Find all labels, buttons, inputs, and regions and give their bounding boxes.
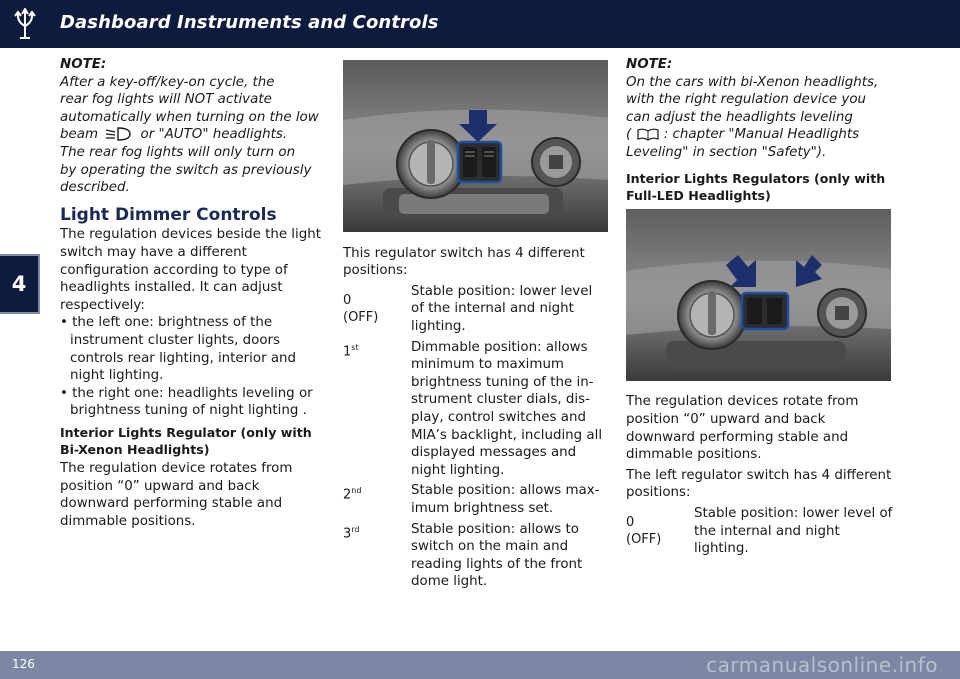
note-label: NOTE: <box>626 57 673 72</box>
note-line: On the cars with bi-Xenon headlights, <box>626 74 879 90</box>
position-desc: Stable position: lower level of the internal and night lighting. <box>411 283 593 334</box>
section-heading: Light Dimmer Controls <box>60 204 277 225</box>
note-line: described. <box>60 180 130 196</box>
position-row <box>343 521 608 591</box>
book-reference-icon <box>636 127 660 141</box>
column-middle <box>343 56 608 591</box>
position-key <box>343 521 411 591</box>
note-line: After a key-off/key-on cycle, the <box>60 74 275 90</box>
note-line: Leveling" in section "Safety"). <box>626 144 827 160</box>
body-paragraph: The regulation device rotates from position “0” upward and back downward performing stable and dimmable positions. <box>60 461 293 529</box>
position-ordinal: st <box>351 342 359 352</box>
page-title: Dashboard Instruments and Controls <box>60 12 439 33</box>
note-line: The rear fog lights will only turn on <box>60 144 296 160</box>
position-number: 2 <box>343 487 352 503</box>
position-number: 1 <box>343 343 352 359</box>
note-block <box>60 56 332 197</box>
dimmer-switch-photo <box>343 60 608 232</box>
note-line: rear fog lights will NOT activate <box>60 92 272 108</box>
bullet-item: • the right one: headlights leveling or brightness tuning of night lighting . <box>60 385 313 419</box>
note-line-part: ( <box>626 127 632 143</box>
sub-heading: Interior Lights Regulators (only with Full-LED Headlights) <box>626 170 886 204</box>
position-number: 0 <box>343 292 352 308</box>
note-block <box>626 56 894 162</box>
note-line: with the right regulation device you <box>626 92 867 108</box>
position-number: 3 <box>343 525 352 541</box>
trident-logo-icon <box>12 8 38 40</box>
page-number: 126 <box>12 657 35 671</box>
position-off-label: (OFF) <box>343 310 379 326</box>
watermark: carmanualsonline.info <box>706 653 938 677</box>
body-paragraph: The regulation devices rotate from position “0” upward and back downward performing stable and dimmable positions. <box>626 394 859 463</box>
position-desc: Dimmable position: allows minimum to maximum brightness tuning of the in-strument cluster dials, dis-play, control switches and MIA’s backlight, including all displayed messages and night lighting. <box>411 339 603 478</box>
position-key <box>343 292 411 327</box>
page-header <box>0 0 960 48</box>
note-line-part: or "AUTO" headlights. <box>140 127 288 143</box>
chapter-number: 4 <box>11 272 27 296</box>
position-ordinal: nd <box>351 486 362 496</box>
note-label: NOTE: <box>60 57 107 72</box>
page-footer <box>0 651 960 679</box>
position-key <box>343 482 411 517</box>
intro-paragraph: The regulation devices beside the light switch may have a different configuration according to type of headlights installed. It can adjust respectively: <box>60 227 321 313</box>
low-beam-icon <box>102 126 136 142</box>
note-line: automatically when turning on the low <box>60 109 319 125</box>
sub-heading: Interior Lights Regulator (only with Bi-Xenon Headlights) <box>60 424 312 458</box>
position-row <box>626 505 894 558</box>
position-key <box>343 339 411 480</box>
position-row <box>343 482 608 517</box>
bullet-item: • the left one: brightness of the instrument cluster lights, doors controls rear lighting, interior and night lighting. <box>60 315 297 384</box>
position-off-label: (OFF) <box>626 532 662 548</box>
note-line: can adjust the headlights leveling <box>626 109 853 125</box>
note-line-part: beam <box>60 127 98 143</box>
note-line <box>60 126 332 144</box>
body-paragraph: The left regulator switch has 4 different positions: <box>626 467 892 501</box>
note-line-part: : chapter "Manual Headlights <box>663 127 860 143</box>
full-led-dimmer-photo <box>626 209 891 381</box>
position-row <box>343 283 608 336</box>
column-right <box>626 56 894 558</box>
note-line: by operating the switch as previously <box>60 162 312 178</box>
note-line <box>626 126 894 144</box>
position-key <box>626 514 694 549</box>
position-ordinal: rd <box>351 524 360 534</box>
position-desc: Stable position: lower level of the internal and night lighting. <box>694 505 893 557</box>
bullet-list <box>60 314 332 420</box>
chapter-tab[interactable] <box>0 254 40 314</box>
position-desc: Stable position: allows to switch on the main and reading lights of the front dome light. <box>411 521 583 590</box>
position-number: 0 <box>626 514 635 530</box>
position-desc: Stable position: allows max-imum brightness set. <box>411 483 600 516</box>
position-row <box>343 339 608 480</box>
intro-paragraph: This regulator switch has 4 different positions: <box>343 245 585 279</box>
column-left <box>60 56 332 530</box>
